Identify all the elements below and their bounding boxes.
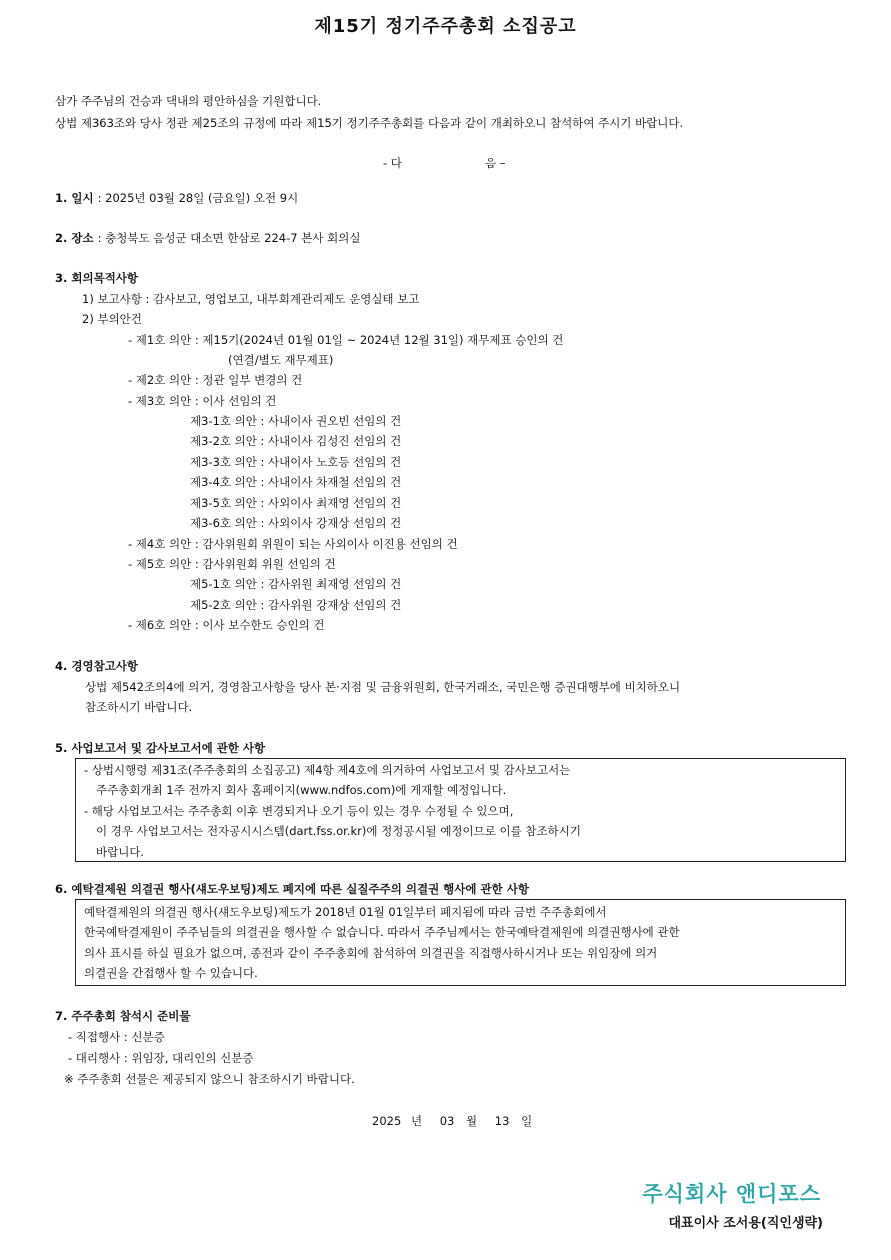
section-1-label: 1. 일시: [55, 191, 94, 205]
section-5-line-4: 이 경우 사업보고서는 전자공시시스템(dart.fss.or.kr)에 정정공시될 예정이므로 이를 참조하시기: [96, 824, 581, 838]
date-day: 13: [494, 1114, 510, 1128]
section-7-heading: 7. 주주총회 참석시 준비물: [55, 1009, 191, 1023]
section-2-text: : 충청북도 음성군 대소면 한삼로 224-7 본사 회의실: [97, 231, 361, 245]
agenda-item-3-1: 제3-1호 의안 : 사내이사 권오빈 선임의 건: [190, 414, 402, 428]
section-1: [55, 190, 298, 206]
document-title: 제15기 정기주주총회 소집공고: [314, 16, 577, 37]
section-5-line-5: 바랍니다.: [96, 845, 145, 859]
agenda-resolution-heading: 2) 부의안건: [82, 312, 142, 326]
agenda-item-3-3: 제3-3호 의안 : 사내이사 노호등 선임의 건: [190, 455, 402, 469]
intro-line-2: 상법 제363조와 당사 정관 제25조의 규정에 따라 제15기 정기주주총회를 다음과 같이 개최하오니 참석하여 주시기 바랍니다.: [55, 116, 684, 130]
agenda-report-items: 1) 보고사항 : 감사보고, 영업보고, 내부회계관리제도 운영실태 보고: [82, 292, 420, 306]
agenda-item-6: - 제6호 의안 : 이사 보수한도 승인의 건: [128, 618, 325, 632]
section-7-line-2: - 대리행사 : 위임장, 대리인의 신분증: [68, 1051, 254, 1065]
agenda-item-3-6: 제3-6호 의안 : 사외이사 강재상 선임의 건: [190, 516, 402, 530]
section-4-line-1: 상법 제542조의4에 의거, 경영참고사항을 당사 본·지점 및 금융위원회, 한국거래소, 국민은행 증권대행부에 비치하오니: [85, 680, 681, 694]
section-6-heading: 6. 예탁결제원 의결권 행사(섀도우보팅)제도 폐지에 따른 실질주주의 의결권 행사에 관한 사항: [55, 882, 529, 896]
agenda-item-5-2: 제5-2호 의안 : 감사위원 강재상 선임의 건: [190, 598, 402, 612]
section-4-line-2: 참조하시기 바랍니다.: [85, 700, 193, 714]
ceo-signature: 대표이사 조서용(직인생략): [668, 1216, 823, 1231]
date-month-unit: 월: [466, 1114, 478, 1128]
date-year: 2025: [372, 1114, 402, 1128]
agenda-item-3: - 제3호 의안 : 이사 선임의 건: [128, 394, 277, 408]
section-2: [55, 230, 360, 246]
da-eum-left: - 다: [383, 156, 402, 170]
date-year-unit: 년: [410, 1114, 423, 1128]
section-3-heading: 3. 회의목적사항: [55, 271, 139, 285]
section-2-label: 2. 장소: [55, 231, 94, 245]
section-1-text: : 2025년 03월 28일 (금요일) 오전 9시: [97, 191, 299, 205]
agenda-item-3-4: 제3-4호 의안 : 사내이사 차재철 선임의 건: [190, 475, 402, 489]
agenda-item-5-1: 제5-1호 의안 : 감사위원 최재영 선임의 건: [190, 577, 402, 591]
agenda-item-1-note: (연결/별도 재무제표): [228, 353, 334, 367]
date-month: 03: [439, 1114, 455, 1128]
agenda-item-3-2: 제3-2호 의안 : 사내이사 김성진 선임의 건: [190, 434, 402, 448]
section-6-line-3: 의사 표시를 하실 필요가 없으며, 종전과 같이 주주총회에 참석하여 의결권을 직접행사하시거나 또는 위임장에 의거: [84, 946, 658, 960]
section-5-line-2: 주주총회개최 1주 전까지 회사 홈페이지(www.ndfos.com)에 게재할 예정입니다.: [96, 783, 507, 797]
agenda-item-1: - 제1호 의안 : 제15기(2024년 01월 01일 ~ 2024년 12월 31일) 재무제표 승인의 건: [128, 333, 564, 347]
date-day-unit: 일: [521, 1114, 533, 1128]
agenda-item-3-5: 제3-5호 의안 : 사외이사 최재영 선임의 건: [190, 496, 402, 510]
section-4-heading: 4. 경영참고사항: [55, 659, 139, 673]
notice-date: [372, 1113, 532, 1129]
agenda-item-5: - 제5호 의안 : 감사위원회 위원 선임의 건: [128, 557, 336, 571]
agenda-item-4: - 제4호 의안 : 감사위원회 위원이 되는 사외이사 이진용 선임의 건: [128, 537, 458, 551]
section-5-box: [75, 758, 846, 862]
agenda-item-2: - 제2호 의안 : 정관 일부 변경의 건: [128, 373, 303, 387]
section-7-line-1: - 직접행사 : 신분증: [68, 1030, 165, 1044]
company-name: 주식회사 앤디포스: [642, 1182, 821, 1206]
section-7-note: ※ 주주총회 선물은 제공되지 않으니 참조하시기 바랍니다.: [64, 1072, 355, 1086]
section-6-box: [75, 899, 846, 986]
section-6-line-1: 예탁결제원의 의결권 행사(섀도우보팅)제도가 2018년 01월 01일부터 폐지됨에 따라 금번 주주총회에서: [84, 905, 607, 919]
da-eum-right: 음 –: [485, 156, 506, 170]
section-5-line-1: - 상법시행령 제31조(주주총회의 소집공고) 제4항 제4호에 의거하여 사업보고서 및 감사보고서는: [84, 763, 571, 777]
section-5-heading: 5. 사업보고서 및 감사보고서에 관한 사항: [55, 741, 266, 755]
section-5-line-3: - 해당 사업보고서는 주주총회 이후 변경되거나 오기 등이 있는 경우 수정될 수 있으며,: [84, 804, 514, 818]
section-6-line-2: 한국예탁결제원이 주주님들의 의결권을 행사할 수 없습니다. 따라서 주주님께서는 한국예탁결제원에 의결권행사에 관한: [84, 925, 680, 939]
section-6-line-4: 의결권을 간접행사 할 수 있습니다.: [84, 966, 258, 980]
intro-line-1: 삼가 주주님의 건승과 댁내의 평안하심을 기원합니다.: [55, 94, 322, 108]
